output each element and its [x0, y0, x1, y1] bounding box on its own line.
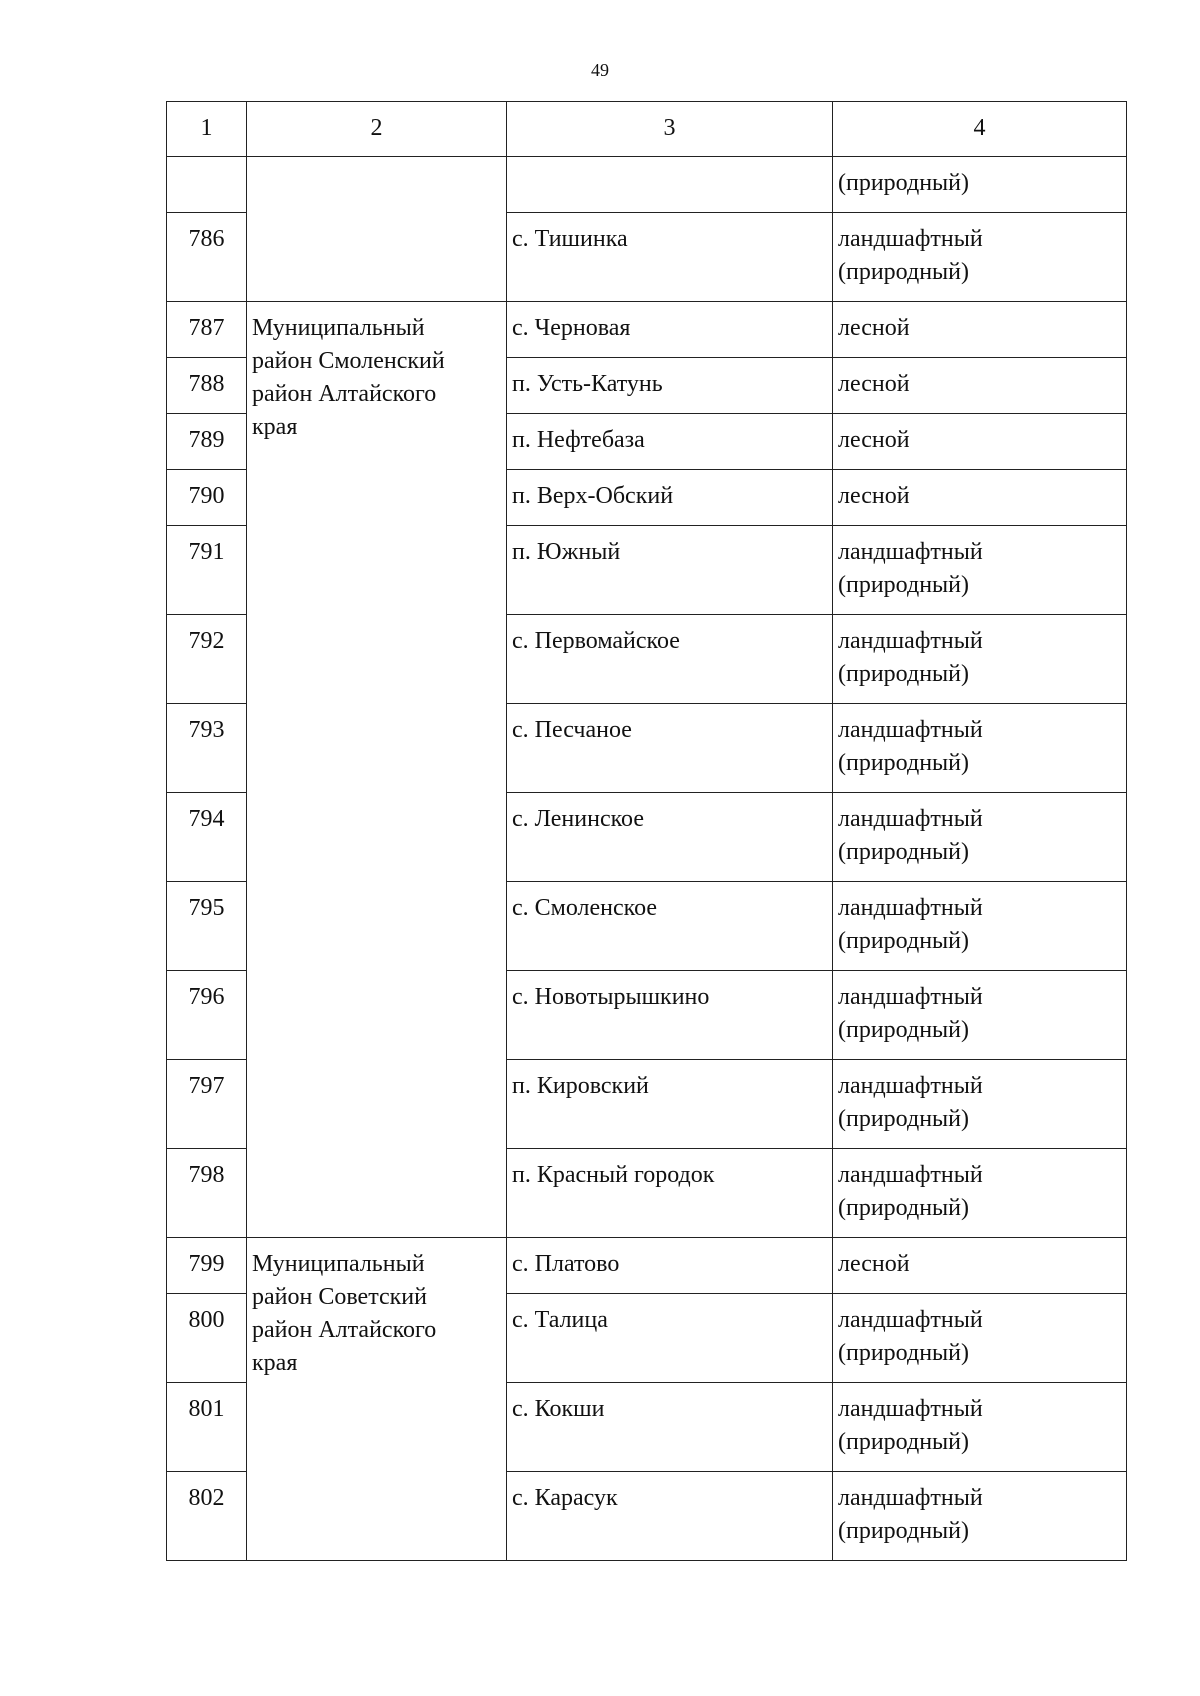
type-cell — [833, 882, 1127, 971]
place-cell: с. Карасук — [507, 1472, 833, 1561]
type-cell: лесной — [833, 302, 1127, 358]
district-line: края — [252, 414, 298, 440]
table-row — [167, 157, 1127, 213]
district-line: район Алтайского — [252, 381, 437, 407]
type-line-1: ландшафтный — [838, 1162, 983, 1188]
row-number: 786 — [167, 213, 247, 302]
type-line-2: (природный) — [838, 839, 970, 865]
district-line: Муниципальный — [252, 1251, 425, 1277]
row-number: 791 — [167, 526, 247, 615]
row-number: 798 — [167, 1149, 247, 1238]
type-line-2: (природный) — [838, 572, 970, 598]
type-cell: лесной — [833, 470, 1127, 526]
place-cell: с. Талица — [507, 1294, 833, 1383]
header-col-3: 3 — [507, 102, 833, 157]
type-cell: лесной — [833, 358, 1127, 414]
type-cell — [833, 1383, 1127, 1472]
place-cell: п. Усть-Катунь — [507, 358, 833, 414]
type-line-2: (природный) — [838, 928, 970, 954]
type-cell — [833, 1060, 1127, 1149]
type-cell: лесной — [833, 1238, 1127, 1294]
place-cell: с. Кокши — [507, 1383, 833, 1472]
place-cell: с. Первомайское — [507, 615, 833, 704]
place-cell: с. Черновая — [507, 302, 833, 358]
row-number: 787 — [167, 302, 247, 358]
district-cell-smolensky — [247, 302, 507, 1238]
type-line-1: ландшафтный — [838, 1073, 983, 1099]
row-number: 796 — [167, 971, 247, 1060]
place-cell: с. Новотырышкино — [507, 971, 833, 1060]
row-number: 795 — [167, 882, 247, 971]
header-col-2: 2 — [247, 102, 507, 157]
place-cell: п. Кировский — [507, 1060, 833, 1149]
type-line-1: ландшафтный — [838, 717, 983, 743]
district-line: края — [252, 1350, 298, 1376]
type-line-2: (природный) — [838, 661, 970, 687]
type-cell — [833, 1149, 1127, 1238]
table-row — [167, 302, 1127, 358]
row-number: 799 — [167, 1238, 247, 1294]
type-cell — [833, 971, 1127, 1060]
row-number: 802 — [167, 1472, 247, 1561]
type-cell: лесной — [833, 414, 1127, 470]
type-line-1: ландшафтный — [838, 984, 983, 1010]
type-cell — [833, 704, 1127, 793]
place-cell: с. Тишинка — [507, 213, 833, 302]
type-line-2: (природный) — [838, 1429, 970, 1455]
type-line-1: ландшафтный — [838, 628, 983, 654]
row-number: 794 — [167, 793, 247, 882]
district-line: район Смоленский — [252, 348, 445, 374]
type-cell: (природный) — [833, 157, 1127, 213]
header-row — [167, 102, 1127, 157]
header-col-1: 1 — [167, 102, 247, 157]
type-line-1: ландшафтный — [838, 1396, 983, 1422]
page-number: 49 — [591, 60, 609, 80]
type-cell — [833, 213, 1127, 302]
type-cell — [833, 615, 1127, 704]
row-number: 801 — [167, 1383, 247, 1472]
place-cell: с. Смоленское — [507, 882, 833, 971]
place-cell — [507, 157, 833, 213]
place-cell: п. Нефтебаза — [507, 414, 833, 470]
type-line-1: ландшафтный — [838, 226, 983, 252]
table-row — [167, 1238, 1127, 1294]
row-number: 790 — [167, 470, 247, 526]
row-number: 789 — [167, 414, 247, 470]
row-number: 797 — [167, 1060, 247, 1149]
row-number: 792 — [167, 615, 247, 704]
type-cell — [833, 793, 1127, 882]
type-line-1: ландшафтный — [838, 1307, 983, 1333]
type-line-2: (природный) — [838, 1340, 970, 1366]
type-line-2: (природный) — [838, 1106, 970, 1132]
registry-table — [166, 101, 1127, 1561]
place-cell: с. Песчаное — [507, 704, 833, 793]
place-cell: п. Красный городок — [507, 1149, 833, 1238]
type-line-2: (природный) — [838, 1195, 970, 1221]
type-line-2: (природный) — [838, 1518, 970, 1544]
type-line-1: ландшафтный — [838, 1485, 983, 1511]
type-line-1: ландшафтный — [838, 539, 983, 565]
place-cell: с. Платово — [507, 1238, 833, 1294]
district-line: Муниципальный — [252, 315, 425, 341]
row-number: 793 — [167, 704, 247, 793]
row-number: 800 — [167, 1294, 247, 1383]
place-cell: с. Ленинское — [507, 793, 833, 882]
type-cell — [833, 1294, 1127, 1383]
type-line-1: ландшафтный — [838, 895, 983, 921]
place-cell: п. Верх-Обский — [507, 470, 833, 526]
row-number — [167, 157, 247, 213]
type-cell — [833, 1472, 1127, 1561]
district-cell-sovetsky — [247, 1238, 507, 1561]
district-cell-continued — [247, 157, 507, 302]
type-line-2: (природный) — [838, 259, 970, 285]
district-line: район Алтайского — [252, 1317, 437, 1343]
row-number: 788 — [167, 358, 247, 414]
type-line-2: (природный) — [838, 750, 970, 776]
type-cell — [833, 526, 1127, 615]
type-line-2: (природный) — [838, 1017, 970, 1043]
type-line-1: ландшафтный — [838, 806, 983, 832]
place-cell: п. Южный — [507, 526, 833, 615]
district-line: район Советский — [252, 1284, 427, 1310]
header-col-4: 4 — [833, 102, 1127, 157]
